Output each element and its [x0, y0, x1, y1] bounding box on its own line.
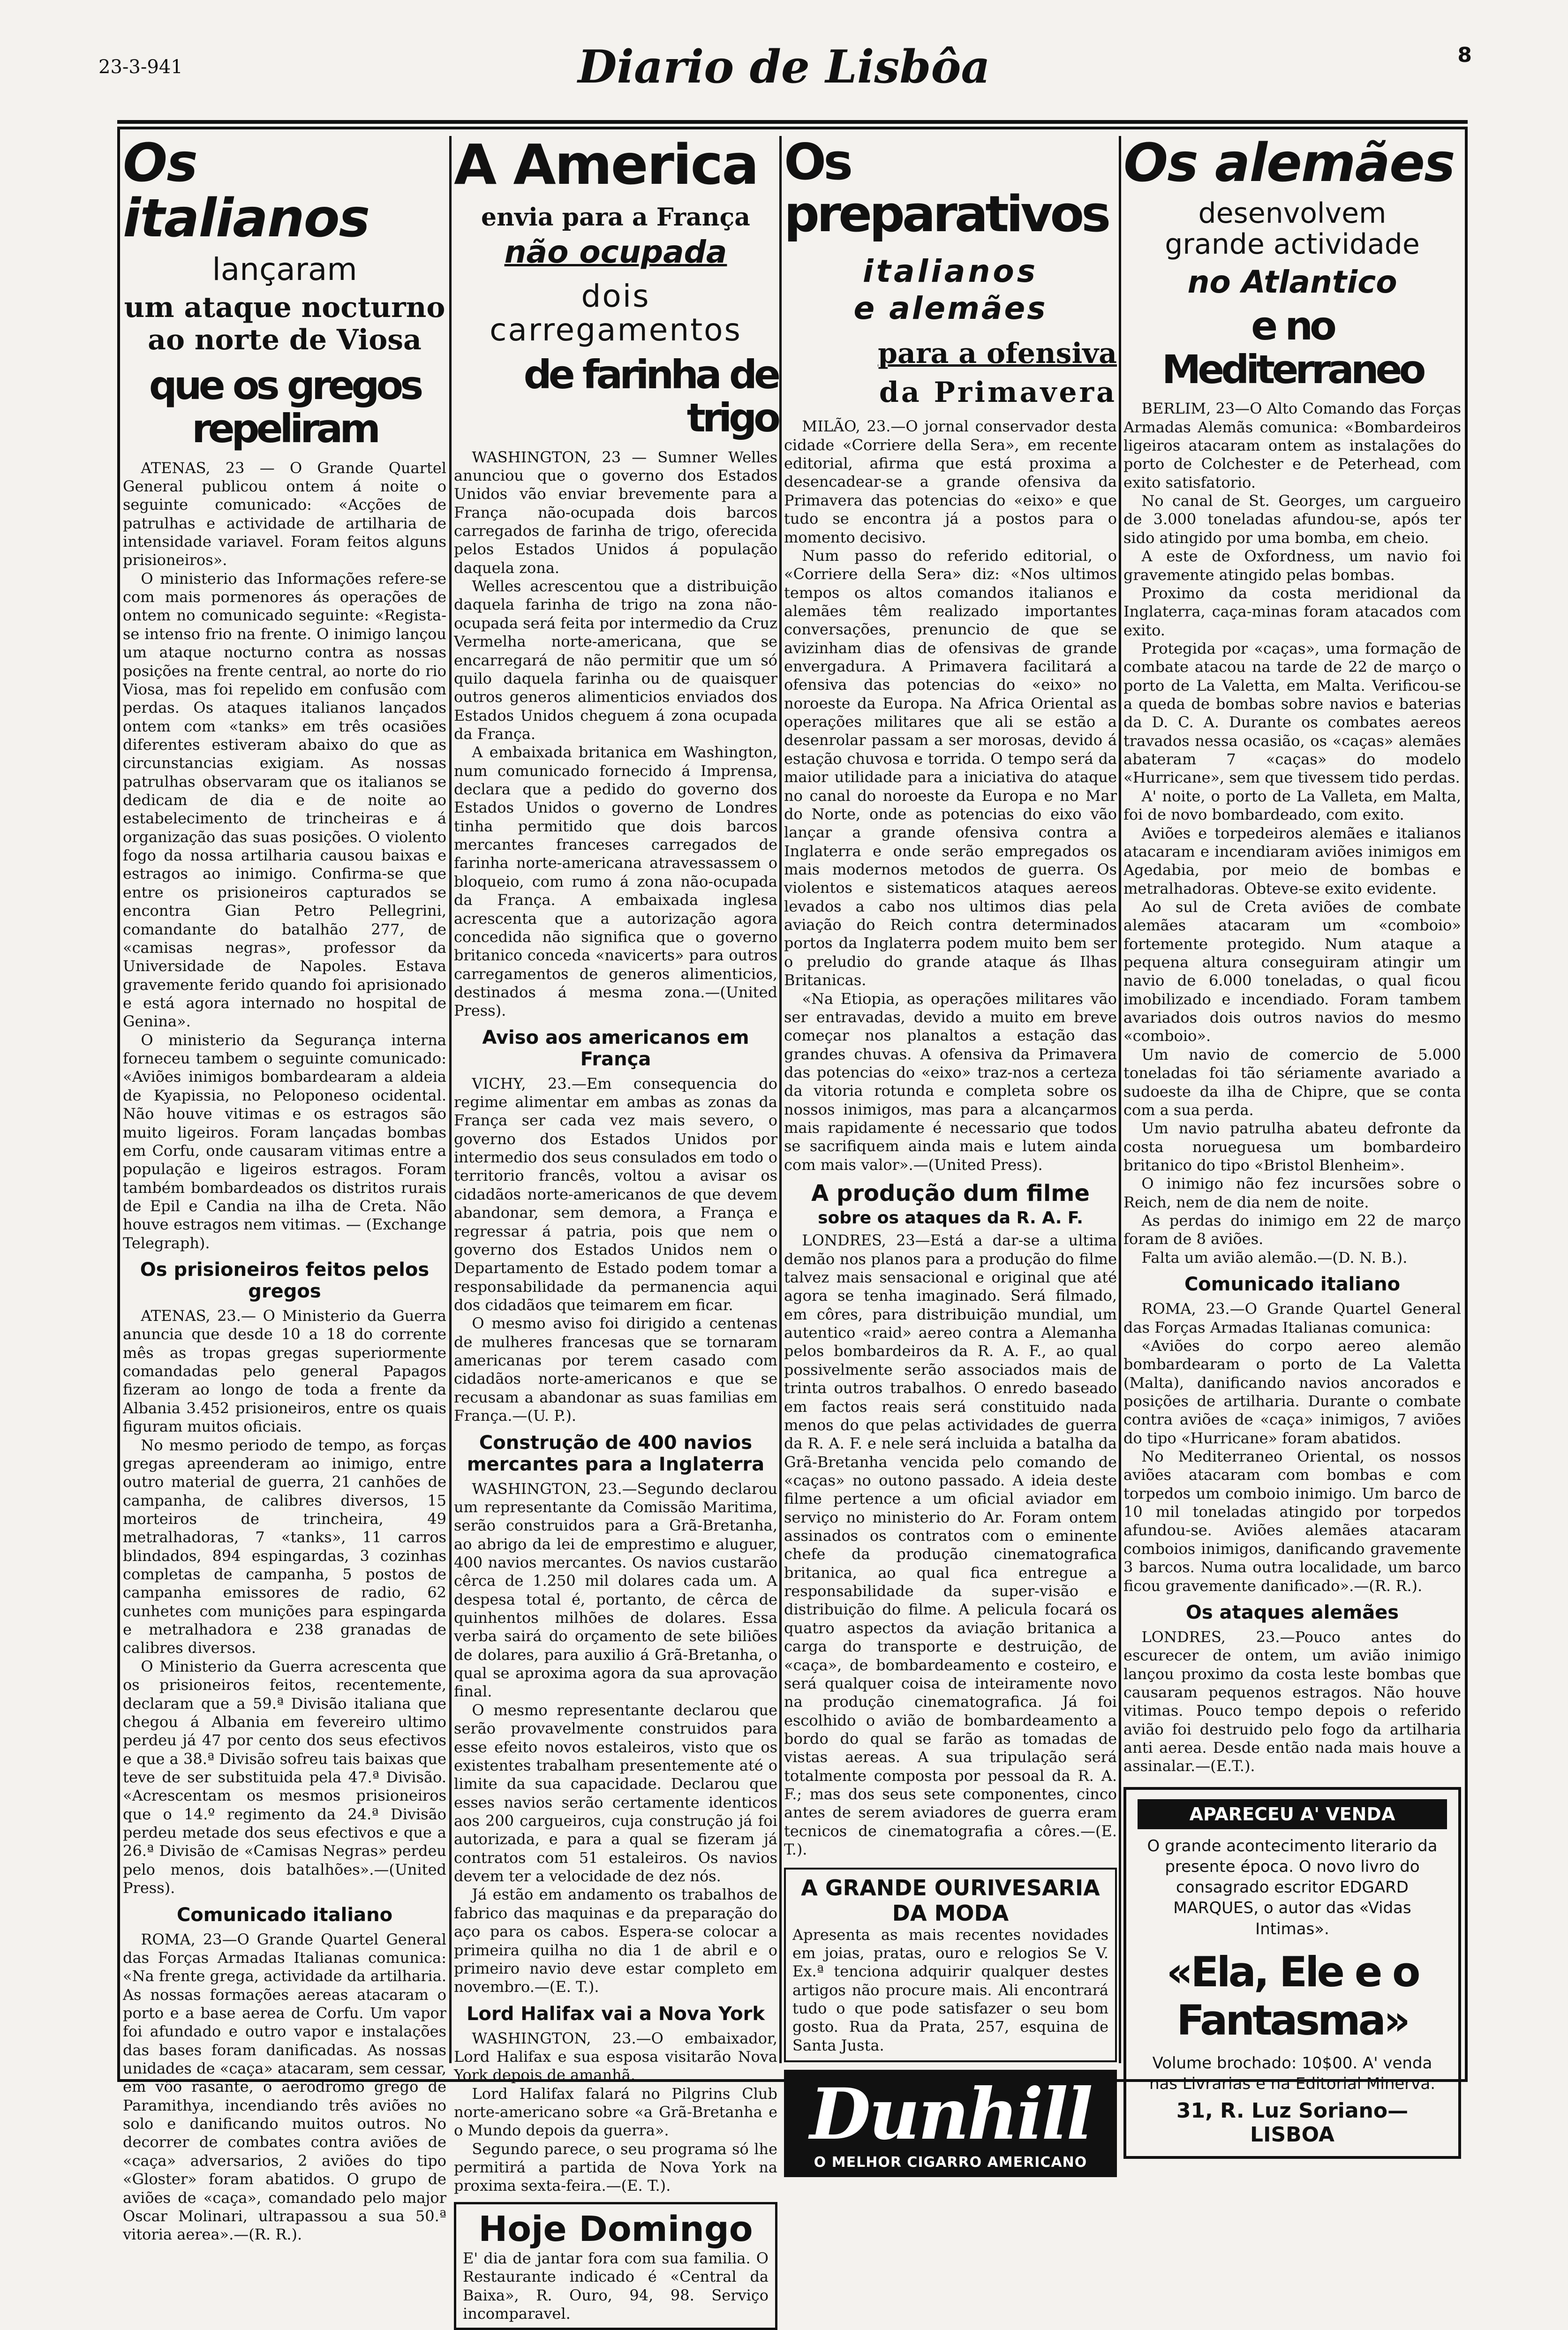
paragraph: No Mediterraneo Oriental, os nossos aviões atacaram com bombas e com torpedos um comboio inimigo. Um barco de 10 mil toneladas atingido por torpedos afundou-se. Aviões alemães atacaram comboios inimigos, danificando gravemente 3 barcos. Numa outra localidade, um barco ficou gravemente danificado».—(R. R.). [1123, 1448, 1461, 1595]
paragraph: Proximo da costa meridional da Inglaterra, caça-minas foram atacados com exito. [1123, 584, 1461, 639]
headline: Os italianos [123, 133, 369, 249]
deck-line: italianos [862, 253, 1039, 289]
page-number: 8 [1457, 43, 1472, 67]
masthead [0, 0, 1568, 122]
deck-line: no Atlantico [1187, 264, 1397, 300]
deck-line: que os gregos repeliram [149, 362, 421, 452]
headline: A America [454, 132, 758, 197]
deck-line: e no Mediterraneo [1161, 303, 1423, 392]
paragraph: ROMA, 23—O Grande Quartel General das Forças Armadas Italianas comunica: «Na frente grega, actividade da artilharia. As nossas formações aereas atacaram o porto e a base aerea de Corfu. Um vapor foi afundado e outro vapor e instalações das bases foram danificadas. As nossas unidades de «caça» atacaram, sem cessar, em vôo rasante, o aerodromo grego de Paramithya, incendiando três aviões no solo e danificando muitos outros. No decorrer de combates contra aviões de «caça» adversarios, 2 aviões do tipo «Gloster» foram abatidos. O grupo de aviões de «caça», comandado pelo major Oscar Molinari, ultrapassou a sua 50.ª vitoria aerea».—(R. R.). [123, 1930, 446, 2244]
paragraph: A' noite, o porto de La Valleta, em Malta, foi de novo bombardeado, com exito. [1123, 787, 1461, 824]
issue-date: 23-3-941 [98, 56, 183, 78]
deck-line: dois carregamentos [490, 278, 742, 348]
ad-banner: APARECEU A' VENDA [1138, 1799, 1447, 1829]
paragraph: LONDRES, 23.—Pouco antes do escurecer de ontem, um avião inimigo lançou proximo da costa leste bombas que causaram pequenos estragos. Não houve vitimas. Pouco tempo depois o referido avião foi destruido pelo fogo da artilharia anti aerea. Desde então nada mais houve a assinalar.—(E.T.). [1123, 1628, 1461, 1775]
paragraph: O mesmo aviso foi dirigido a centenas de mulheres francesas que se tornaram americanas por terem casado com cidadãos norte-americanos e que se recusam a abandonar as suas familias em França.—(U. P.). [454, 1314, 777, 1425]
article-italianos [123, 133, 446, 2244]
deck-line: da Primavera [879, 376, 1117, 409]
paragraph: Já estão em andamento os trabalhos de fabrico das maquinas e da preparação do aço para os cabos. Espera-se colocar a primeira quilha no dia 1 de abril e o primeiro navio deve estar completo em novembro.—(E. T.). [454, 1885, 777, 1996]
deck-line: grande actividade [1165, 227, 1420, 261]
paragraph: «Aviões do corpo aereo alemão bombardearam o porto de La Valetta (Malta), danificando navios ancorados e posições de artilharia. Durante o combate contra aviões de «caça» inimigos, 7 aviões do tipo «Hurricane» foram abatidos. [1123, 1336, 1461, 1447]
paragraph: Um navio de comercio de 5.000 toneladas foi tão sériamente avariado a sudoeste da ilha de Chipre, que se conta com a sua perda. [1123, 1045, 1461, 1119]
paragraph: «Na Etiopia, as operações militares vão ser entravadas, devido a muito em breve começar nos planaltos a estação das grandes chuvas. A ofensiva da Primavera das potencias do «eixo» traz-nos a certeza da vitoria rotunda e completa sobre os nossos inimigos, mas para a alcançarmos mais rapidamente é necessario que todos se sacrifiquem ainda mais e lutem ainda com mais valor».—(United Press). [784, 989, 1117, 1174]
article-america [454, 132, 777, 2322]
deck-line: e alemães [853, 290, 1048, 327]
subheading: Lord Halifax vai a Nova York [467, 2003, 765, 2025]
ad-price: Volume brochado: 10$00. A' venda nas Livrarias e na Editorial Minerva. [1149, 2053, 1436, 2093]
deck-line: ao norte de Viosa [148, 323, 422, 356]
ad-title: Hoje Domingo [478, 2209, 753, 2249]
deck-line: um ataque nocturno [124, 291, 445, 324]
article-alemaes [1123, 133, 1461, 2147]
paragraph: O mesmo representante declarou que serão provavelmente construidos para esse efeito novos estaleiros, visto que os existentes trabalham presentemente até o limite da sua capacidade. Declarou que esses navios serão certamente identicos aos 200 cargueiros, cuja construção já foi autorizada, e para a qual se fizeram já contratos com 51 estaleiros. Os navios devem ter a velocidade de dez nós. [454, 1701, 777, 1885]
paragraph: ATENAS, 23 — O Grande Quartel General publicou ontem á noite o seguinte comunicado: «Acções de patrulhas e actividade de artilharia de intensidade variavel. Foram feitos alguns prisioneiros». [123, 459, 446, 569]
newspaper-title: Diario de Lisbôa [578, 40, 990, 93]
subheading: sobre os ataques da R. A. F. [818, 1208, 1083, 1228]
paragraph: Lord Halifax falará no Pilgrins Club norte-americano sobre «a Grã-Bretanha e o Mundo depois da guerra». [454, 2084, 777, 2140]
column-divider [1119, 136, 1121, 2063]
paragraph: Num passo do referido editorial, o «Corriere della Sera» diz: «Nos ultimos tempos os altos comandos italianos e alemães têm realizado importantes conversações, prenuncio de que se avizinham dias de ofensivas de grande envergadura. A Primavera facilitará a ofensiva das potencias do «eixo» no noroeste da Europa. Na Africa Oriental as operações militares que ali se estão a desenrolar passam a ser morosas, devido á estação chuvosa e torrida. O tempo será da maior utilidade para a iniciativa do ataque no canal do noroeste da Europa e no Mar do Norte, onde as potencias do eixo vão lançar a grande ofensiva contra a Inglaterra e onde serão empregados os mais modernos metodos de guerra. Os violentos e sistematicos ataques aereos levados a cabo nos ultimos dias pela aviação do Reich contra determinados portos da Inglaterra podem muito bem ser o preludio do grande ataque ás Ilhas Britanicas. [784, 546, 1117, 989]
paragraph: O ministerio da Segurança interna forneceu tambem o seguinte comunicado: «Aviões inimigos bombardearam a aldeia de Kyapissia, no Peloponeso ocidental. Não houve vitimas e os estragos são muito ligeiros. Foram lançadas bombas em Corfu, onde causaram vitimas entre a população e ligeiros estragos. Foram também bombardeados os distritos rurais de Epil e Candia na ilha de Creta. Não houve estragos nem vitimas. — (Exchange Telegraph). [123, 1031, 446, 1252]
deck-line: de farinha de trigo [523, 351, 777, 441]
ad-tagline: O MELHOR CIGARRO AMERICANO [814, 2154, 1087, 2171]
paragraph: O ministerio das Informações refere-se com mais pormenores ás operações de ontem no comunicado seguinte: «Regista-se intenso frio na frente. O inimigo lançou um ataque nocturno contra as nossas posições na frente central, ao norte do rio Viosa, mas foi repelido em confusão com perdas. Os ataques italianos lançados ontem com «tanks» em três ocasiões diferentes estiveram abaixo do que as circunstancias exigiam. As nossas patrulhas observaram que os italianos se dedicam de dia e de noite ao estabelecimento de trincheiras e á organização das suas posições. O violento fogo da nossa artilharia causou baixas e estragos ao inimigo. Confirma-se que entre os prisioneiros capturados se encontra Gian Petro Pellegrini, comandante do batalhão 277, de «camisas negras», professor da Universidade de Napoles. Estava gravemente ferido quando foi aprisionado e está agora internado no hospital de Genina». [123, 569, 446, 1031]
ad-text: O grande acontecimento literario da presente época. O novo livro do consagrado escritor EDGARD MARQUES, o autor das «Vidas Intimas». [1147, 1836, 1438, 1938]
subheading: Construção de 400 navios mercantes para a Inglaterra [467, 1432, 765, 1475]
paragraph: Falta um avião alemão.—(D. N. B.). [1141, 1248, 1408, 1267]
deck-line: desenvolvem [1198, 196, 1387, 230]
paragraph: Aviões e torpedeiros alemães e italianos atacaram e incendiaram aviões inimigos em Agedabia, por meio de bombas e metralhadoras. Obteve-se exito evidente. [1123, 824, 1461, 897]
masthead-rule [117, 120, 1468, 124]
paragraph: VICHY, 23.—Em consequencia do regime alimentar em ambas as zonas da França ser cada vez mais severo, o governo dos Estados Unidos por intermedio dos seus consulados em todo o territorio francês, voltou a avisar os cidadãos norte-americanos de que devem abandonar, sem demora, a França e regressar á patria, pois que nem o governo dos Estados Unidos nem o Departamento de Estado podem tomar a responsabilidade da permanencia aqui dos cidadãos que teimarem em ficar. [454, 1074, 777, 1314]
article-body [1123, 400, 1461, 1776]
paragraph: WASHINGTON, 23.—Segundo declarou um representante da Comissão Maritima, serão construidos para a Grã-Bretanha, ao abrigo da lei de emprestimo e aluguer, 400 navios mercantes. Os navios custarão cêrca de 1.250 mil dolares cada um. A despesa total é, portanto, de cêrca de quinhentos milhões de dolares. Essa verba sairá do orçamento de sete biliões de dolares, para auxilio á Grã-Bretanha, o qual se aproxima agora da sua aprovação final. [454, 1479, 777, 1701]
deck-line: para a ofensiva [878, 337, 1117, 370]
paragraph: Protegida por «caças», uma formação de combate atacou na tarde de 22 de março o porto de La Valetta, em Malta. Verificou-se a queda de bombas sobre navios e baterias da D. C. A. Durante os combates aereos travados nessa ocasião, os «caças» alemães abateram 7 «caças» do modelo «Hurricane», sem que tivessem tido perdas. [1123, 639, 1461, 787]
headline: Os preparativos [784, 133, 1108, 243]
paragraph: WASHINGTON, 23.—O embaixador, Lord Halifax e sua esposa visitarão Nova York depois de amanhã. [454, 2029, 777, 2084]
paragraph: Um navio patrulha abateu defronte da costa norueguesa um bombardeiro britanico do tipo «Bristol Blenheim». [1123, 1119, 1461, 1174]
paragraph: ATENAS, 23.— O Ministerio da Guerra anuncia que desde 10 a 18 do corrente mês as tropas gregas superiormente comandadas pelo general Papagos fizeram ao longo de toda a frente da Albania 3.452 prisioneiros, entre os quais figuram muitos oficiais. [123, 1307, 446, 1436]
subheading: A produção dum filme [811, 1180, 1090, 1207]
paragraph: No canal de St. Georges, um cargueiro de 3.000 toneladas afundou-se, após ter sido atingido por uma bomba, em cheio. [1123, 492, 1461, 547]
paragraph: A embaixada britanica em Washington, num comunicado fornecido á Imprensa, declara que a pedido do governo dos Estados Unidos o governo de Londres tinha permitido que dois barcos mercantes franceses carregados de farinha norte-americana atravessassem o bloqueio, com rumo á zona não-ocupada da França. A embaixada inglesa acrescenta que a autorização agora concedida não significa que o governo britanico conceda «navicerts» para outros carregamentos de generos alimenticios, destinados á mesma zona.—(United Press). [454, 743, 777, 1020]
article-body [454, 448, 777, 2195]
cigarette-ad [784, 2070, 1117, 2177]
paragraph: No mesmo periodo de tempo, as forças gregas apreenderam ao inimigo, entre outro material de guerra, 21 canhões de campanha, de calibres diversos, 15 morteiros de trincheira, 49 metralhadoras, 7 «tanks», 11 carros blindados, 894 espingardas, 3 cozinhas completas de campanha, 5 postos de campanha emissores de radio, 62 cunhetes com munições para espingarda e metralhadora e 238 granadas de calibres diversos. [123, 1436, 446, 1657]
paragraph: LONDRES, 23—Está a dar-se a ultima demão nos planos para a produção do filme talvez mais sensacional e original que até agora se tenha imaginado. Será filmado, em côres, para distribuição mundial, um autentico «raid» aereo contra a Alemanha pelos bombardeiros da R. A. F., ao qual possivelmente serão associados mais de trinta outros trabalhos. O enredo baseado em factos reais será constituido nada menos do que pelas actividades de guerra da R. A. F. e nele será incluida a batalha da Grã-Bretanha vencida pelo comando de «caças» no outono passado. A ideia deste filme pertence a um oficial aviador em serviço no ministerio do Ar. Foram ontem assinados os contratos com o eminente chefe da produção cinematografica britanica, ao qual fica entregue a responsabilidade da super-visão e distribuição do filme. A pelicula focará os quatro aspectos da aviação britanica a carga do transporte e destruição, de «caça», de bombardeamento e costeiro, e será qualquer coisa de inteiramente novo na produção cinematografica. Já foi escolhido o avião de bombardeamento a bordo do qual se farão as tomadas de vistas aereas. A sua tripulação será totalmente composta por pessoal da R. A. F.; mas dos seus sete componentes, cinco antes de serem aviadores de guerra eram tecnicos de cinematografia a côres.—(E. T.). [784, 1231, 1117, 1859]
subheading: Os prisioneiros feitos pelos gregos [140, 1259, 430, 1303]
book-ad [1123, 1787, 1461, 2159]
subheading: Aviso aos americanos em França [482, 1026, 749, 1070]
article-preparativos [784, 133, 1117, 2171]
dunhill-logo: Dunhill [809, 2073, 1092, 2156]
paragraph: ROMA, 23.—O Grande Quartel General das Forças Armadas Italianas comunica: [1123, 1300, 1461, 1336]
paragraph: O Ministerio da Guerra acrescenta que os prisioneiros feitos, recentemente, declaram que a 59.ª Divisão italiana que chegou á Albania em fevereiro ultimo perdeu já 47 por cento dos seus efectivos e que a 38.ª Divisão sofreu tais baixas que teve de ser substituida pela 47.ª Divisão. «Acrescentam os mesmos prisioneiros que o 14.º regimento da 24.ª Divisão perdeu metade dos seus efectivos e que a 26.ª Divisão de «Camisas Negras» perdeu pelo menos, dois batalhões».—(United Press). [123, 1657, 446, 1897]
paragraph: BERLIM, 23—O Alto Comando das Forças Armadas Alemãs comunica: «Bombardeiros ligeiros atacaram ontem as instalações do porto de Colchester e de Peterhead, com exito satisfatorio. [1123, 400, 1461, 491]
ad-text: Apresenta as mais recentes novidades em joias, pratas, ouro e relogios Se V. Ex.ª tenciona adquirir qualquer destes artigos não procure mais. Ali encontrará tudo o que pode satisfazer o seu bom gosto. Rua da Prata, 257, esquina de Santa Justa. [792, 1925, 1108, 2054]
subheading: Comunicado italiano [176, 1904, 393, 1926]
paragraph: MILÃO, 23.—O jornal conservador desta cidade «Corriere della Sera», em recente editorial, afirma que está proxima a desencadear-se a grande ofensiva da Primavera das potencias do «eixo» e que tudo se encontra já a postos para o momento decisivo. [784, 417, 1117, 546]
column-divider [779, 136, 782, 2063]
paragraph: Ao sul de Creta aviões de combate alemães atacaram um «comboio» fortemente protegido. Num ataque a pequena altura conseguiram atingir um navio de 6.000 toneladas, o qual ficou imobilizado e incendiado. Foram tambem avariados dois outros navios do mesmo «comboio». [1123, 897, 1461, 1045]
paragraph: Segundo parece, o seu programa só lhe permitirá a partida de Nova York na proxima sexta-feira.—(E. T.). [454, 2140, 777, 2195]
ad-text: E' dia de jantar fora com sua familia. O Restaurante indicado é «Central da Baixa», R. Ouro, 94, 98. Serviço incomparavel. [463, 2249, 769, 2322]
deck-line: envia para a França [481, 203, 750, 232]
deck-line: não ocupada [504, 234, 727, 270]
restaurant-ad [454, 2202, 777, 2330]
subheading: Comunicado italiano [1184, 1274, 1401, 1296]
column-divider [449, 136, 452, 2063]
paragraph: WASHINGTON, 23 — Sumner Welles anunciou que o governo dos Estados Unidos vão enviar brevemente para a França não-ocupada dois barcos carregados de farinha de trigo, oferecida pelos Estados Unidos á população daquela zona. [454, 448, 777, 577]
paragraph: A este de Oxfordness, um navio foi gravemente atingido pelas bombas. [1123, 547, 1461, 584]
paragraph: Welles acrescentou que a distribuição daquela farinha de trigo na zona não-ocupada será feita por intermedio da Cruz Vermelha norte-americana, que se encarregará de não permitir que um só quilo daquela farinha ou de quaisquer outros generos alimenticios enviados dos Estados Unidos cheguem á zona ocupada da França. [454, 577, 777, 743]
ad-title: A GRANDE OURIVESARIA DA MODA [801, 1875, 1100, 1926]
paragraph: As perdas do inimigo em 22 de março foram de 8 aviões. [1123, 1212, 1461, 1248]
article-body [784, 417, 1117, 1859]
subheading: Os ataques alemães [1185, 1601, 1399, 1623]
ad-address: 31, R. Luz Soriano—LISBOA [1176, 2099, 1409, 2147]
paragraph: O inimigo não fez incursões sobre o Reich, nem de dia nem de noite. [1123, 1175, 1461, 1211]
article-body [123, 459, 446, 2244]
deck-line: lançaram [212, 251, 357, 288]
jewellery-ad [784, 1868, 1117, 2063]
headline: Os alemães [1123, 133, 1455, 194]
book-title: «Ela, Ele e o Fantasma» [1166, 1947, 1418, 2044]
